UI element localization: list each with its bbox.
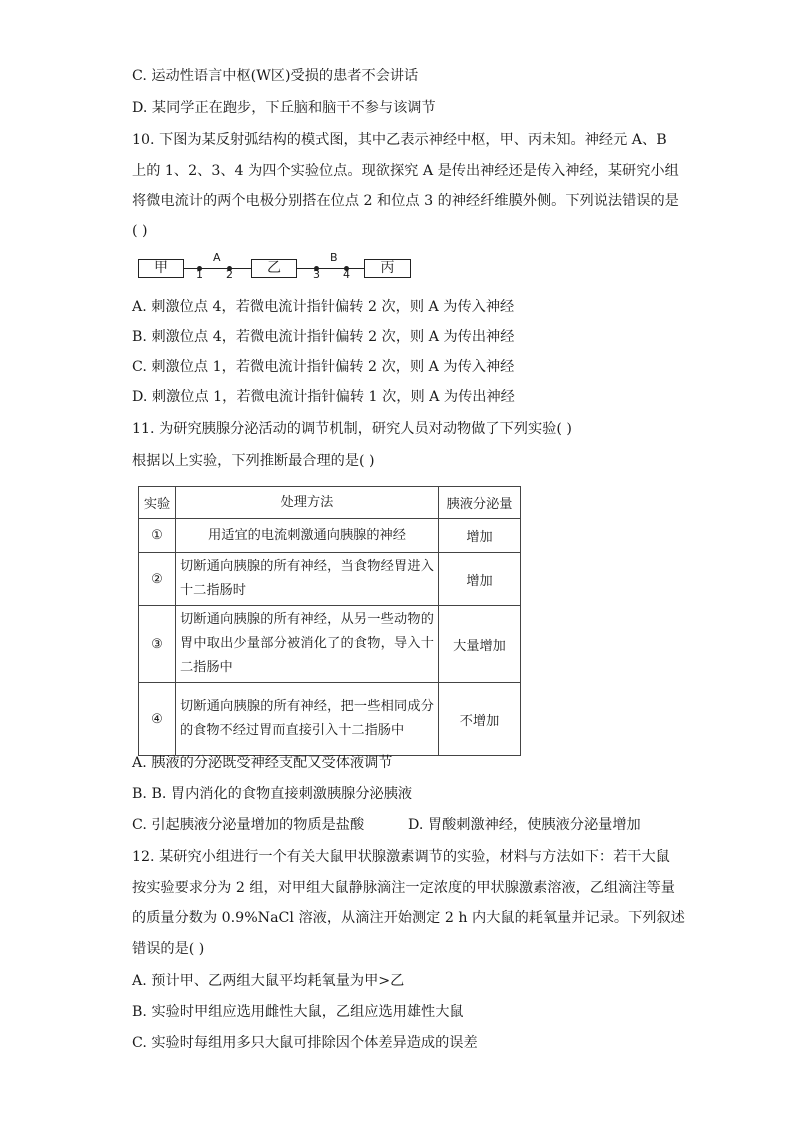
q12-option-b: B. 实验时甲组应选用雌性大鼠，乙组应选用雄性大鼠 bbox=[132, 1004, 464, 1020]
cell-result: 不增加 bbox=[439, 683, 521, 756]
label-a: A bbox=[213, 251, 221, 264]
point-2-label: 2 bbox=[226, 268, 233, 281]
table-header-row bbox=[139, 487, 521, 519]
experiment-table bbox=[138, 486, 521, 756]
header-secretion: 胰液分泌量 bbox=[439, 487, 521, 519]
cell-method: 切断通向胰腺的所有神经，把一些相同成分的食物不经过胃而直接引入十二指肠中 bbox=[176, 683, 439, 756]
q10-stem-line-2: 上的 1、2、3、4 为四个实验位点。现欲探究 A 是传出神经还是传入神经，某研究小组 bbox=[132, 163, 679, 179]
table-row bbox=[139, 606, 521, 683]
neuron-a-line bbox=[184, 268, 251, 269]
table-row bbox=[139, 683, 521, 756]
q9-option-d: D. 某同学正在跑步，下丘脑和脑干不参与该调节 bbox=[132, 100, 436, 116]
cell-method: 切断通向胰腺的所有神经，当食物经胃进入十二指肠时 bbox=[176, 553, 439, 606]
q11-option-b: B. B. 胃内消化的食物直接刺激胰腺分泌胰液 bbox=[132, 786, 413, 802]
header-method: 处理方法 bbox=[176, 487, 439, 519]
cell-method: 用适宜的电流刺激通向胰腺的神经 bbox=[176, 519, 439, 553]
box-jia: 甲 bbox=[138, 259, 184, 278]
neuron-b-line bbox=[297, 268, 364, 269]
cell-result: 大量增加 bbox=[439, 606, 521, 683]
q11-option-a: A. 胰液的分泌既受神经支配又受体液调节 bbox=[132, 755, 393, 771]
q12-stem-line-2: 按实验要求分为 2 组，对甲组大鼠静脉滴注一定浓度的甲状腺激素溶液，乙组滴注等量 bbox=[132, 880, 675, 896]
reflex-arc-diagram bbox=[138, 250, 418, 284]
q12-stem-line-3: 的质量分数为 0.9%NaCl 溶液，从滴注开始测定 2 h 内大鼠的耗氧量并记录。下列叙述 bbox=[132, 910, 685, 926]
table-row bbox=[139, 519, 521, 553]
q12-stem-line-4: 错误的是( ) bbox=[132, 941, 205, 957]
cell-id: ③ bbox=[139, 606, 176, 683]
cell-id: ② bbox=[139, 553, 176, 606]
cell-id: ① bbox=[139, 519, 176, 553]
q12-option-c: C. 实验时每组用多只大鼠可排除因个体差异造成的误差 bbox=[132, 1035, 478, 1051]
q10-option-b: B. 刺激位点 4，若微电流计指针偏转 2 次，则 A 为传出神经 bbox=[132, 329, 515, 345]
point-3-label: 3 bbox=[313, 268, 320, 281]
cell-result: 增加 bbox=[439, 553, 521, 606]
cell-result: 增加 bbox=[439, 519, 521, 553]
q10-stem-line-3: 将微电流计的两个电极分别搭在位点 2 和位点 3 的神经纤维膜外侧。下列说法错误的是 bbox=[132, 193, 679, 209]
q12-stem-line-1: 12. 某研究小组进行一个有关大鼠甲状腺激素调节的实验，材料与方法如下：若干大鼠 bbox=[132, 849, 670, 865]
q12-option-a: A. 预计甲、乙两组大鼠平均耗氧量为甲>乙 bbox=[132, 973, 405, 989]
q11-option-d: D. 胃酸刺激神经，使胰液分泌量增加 bbox=[408, 817, 641, 833]
q11-stem-line-1: 11. 为研究胰腺分泌活动的调节机制，研究人员对动物做了下列实验( ) bbox=[132, 421, 572, 437]
q10-option-d: D. 刺激位点 1，若微电流计指针偏转 1 次，则 A 为传出神经 bbox=[132, 389, 515, 405]
label-b: B bbox=[330, 251, 338, 264]
cell-method: 切断通向胰腺的所有神经，从另一些动物的胃中取出少量部分被消化了的食物，导入十二指肠中 bbox=[176, 606, 439, 683]
box-yi: 乙 bbox=[251, 259, 297, 278]
q10-stem-line-4: ( ) bbox=[132, 223, 148, 239]
header-experiment: 实验 bbox=[139, 487, 176, 519]
q10-option-a: A. 刺激位点 4，若微电流计指针偏转 2 次，则 A 为传入神经 bbox=[132, 299, 515, 315]
q10-stem-line-1: 10. 下图为某反射弧结构的模式图，其中乙表示神经中枢，甲、丙未知。神经元 A、B bbox=[132, 132, 667, 148]
cell-id: ④ bbox=[139, 683, 176, 756]
box-bing: 丙 bbox=[364, 259, 411, 278]
q10-option-c: C. 刺激位点 1，若微电流计指针偏转 2 次，则 A 为传入神经 bbox=[132, 359, 515, 375]
point-1-label: 1 bbox=[196, 268, 203, 281]
q9-option-c: C. 运动性语言中枢(W区)受损的患者不会讲话 bbox=[132, 68, 419, 84]
point-4-label: 4 bbox=[343, 268, 350, 281]
q11-stem-line-2: 根据以上实验，下列推断最合理的是( ) bbox=[132, 453, 375, 469]
q11-option-c: C. 引起胰液分泌量增加的物质是盐酸 bbox=[132, 817, 365, 833]
table-row bbox=[139, 553, 521, 606]
